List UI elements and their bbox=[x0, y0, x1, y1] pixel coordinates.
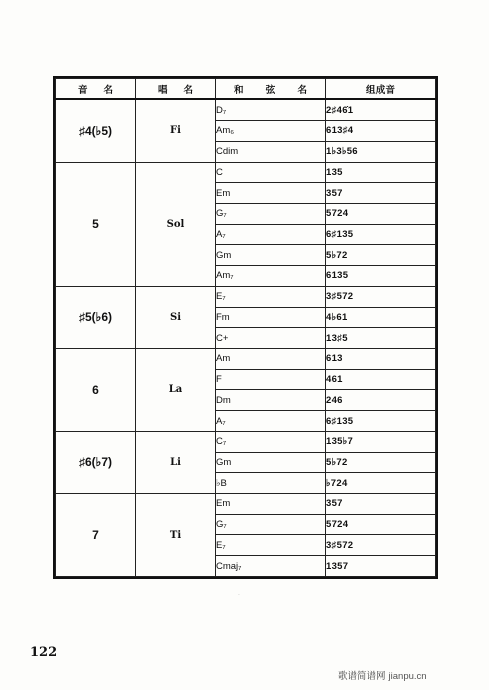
note-cell: ♯6(♭7) bbox=[56, 431, 136, 493]
notes-cell: 6♯135 bbox=[326, 224, 436, 245]
note-cell: ♯5(♭6) bbox=[56, 286, 136, 348]
note-cell: ♯4(♭5) bbox=[56, 99, 136, 162]
header-solfege: 唱 名 bbox=[136, 79, 216, 100]
notes-cell: 613 bbox=[326, 348, 436, 369]
table-row bbox=[56, 286, 436, 307]
header-chord: 和 弦 名 bbox=[216, 79, 326, 100]
chord-cell: C bbox=[216, 162, 326, 183]
chord-cell: G₇ bbox=[216, 203, 326, 224]
chord-cell: C₇ bbox=[216, 431, 326, 452]
notes-cell: 4♭61 bbox=[326, 307, 436, 328]
notes-cell: 1357 bbox=[326, 556, 436, 577]
notes-cell: 5724 bbox=[326, 514, 436, 535]
solfege-cell: Li bbox=[136, 431, 216, 493]
scan-speck: · bbox=[238, 592, 240, 599]
notes-cell: 2♯46̇1 bbox=[326, 99, 436, 121]
header-composition: 组 成 音 bbox=[326, 79, 436, 100]
chord-cell: Em bbox=[216, 183, 326, 204]
watermark-url: jianpu.cn bbox=[388, 671, 427, 682]
solfege-cell: Sol bbox=[136, 162, 216, 286]
notes-cell: 246 bbox=[326, 390, 436, 411]
chord-cell: A₇ bbox=[216, 411, 326, 432]
site-watermark bbox=[338, 668, 427, 682]
chord-cell: E₇ bbox=[216, 286, 326, 307]
chord-cell: C+ bbox=[216, 328, 326, 349]
notes-cell: 6♯135 bbox=[326, 411, 436, 432]
notes-cell: 3♯572 bbox=[326, 286, 436, 307]
chord-cell: Gm bbox=[216, 452, 326, 473]
chord-cell: E₇ bbox=[216, 535, 326, 556]
notes-cell: 357 bbox=[326, 494, 436, 515]
chord-table bbox=[55, 78, 436, 577]
chord-cell: A₇ bbox=[216, 224, 326, 245]
notes-cell: 5♭72 bbox=[326, 245, 436, 266]
solfege-cell: Ti bbox=[136, 494, 216, 577]
table-row bbox=[56, 494, 436, 515]
notes-cell: 461 bbox=[326, 369, 436, 390]
solfege-cell: Fi bbox=[136, 99, 216, 162]
chord-cell: F bbox=[216, 369, 326, 390]
chord-cell: Dm bbox=[216, 390, 326, 411]
table-row bbox=[56, 99, 436, 121]
note-cell: 5 bbox=[56, 162, 136, 286]
notes-cell: 13♯5 bbox=[326, 328, 436, 349]
table-row bbox=[56, 348, 436, 369]
chord-cell: D₇ bbox=[216, 99, 326, 121]
page-number: 122 bbox=[30, 645, 58, 660]
chord-cell: Cmaj₇ bbox=[216, 556, 326, 577]
notes-cell: 5724 bbox=[326, 203, 436, 224]
watermark-site-name: 歌谱简谱网 bbox=[338, 671, 386, 682]
note-cell: 6 bbox=[56, 348, 136, 431]
notes-cell: 1♭3♭56 bbox=[326, 141, 436, 162]
notes-cell: 613♯4 bbox=[326, 121, 436, 142]
chord-reference-table bbox=[53, 76, 438, 579]
solfege-cell: Si bbox=[136, 286, 216, 348]
notes-cell: 135♭7 bbox=[326, 431, 436, 452]
chord-cell: Gm bbox=[216, 245, 326, 266]
header-row bbox=[56, 79, 436, 100]
chord-cell: Am bbox=[216, 348, 326, 369]
chord-cell: Cdim bbox=[216, 141, 326, 162]
table-row bbox=[56, 431, 436, 452]
notes-cell: 135 bbox=[326, 162, 436, 183]
chord-cell: ♭B bbox=[216, 473, 326, 494]
notes-cell: 5♭72 bbox=[326, 452, 436, 473]
notes-cell: ♭724 bbox=[326, 473, 436, 494]
chord-cell: Am₆ bbox=[216, 121, 326, 142]
chord-cell: Am₇ bbox=[216, 266, 326, 287]
note-cell: 7 bbox=[56, 494, 136, 577]
table-row bbox=[56, 162, 436, 183]
chord-cell: Fm bbox=[216, 307, 326, 328]
notes-cell: 357 bbox=[326, 183, 436, 204]
solfege-cell: La bbox=[136, 348, 216, 431]
chord-cell: G₇ bbox=[216, 514, 326, 535]
notes-cell: 3♯572 bbox=[326, 535, 436, 556]
header-note: 音 名 bbox=[56, 79, 136, 100]
notes-cell: 6135 bbox=[326, 266, 436, 287]
chord-cell: Em bbox=[216, 494, 326, 515]
